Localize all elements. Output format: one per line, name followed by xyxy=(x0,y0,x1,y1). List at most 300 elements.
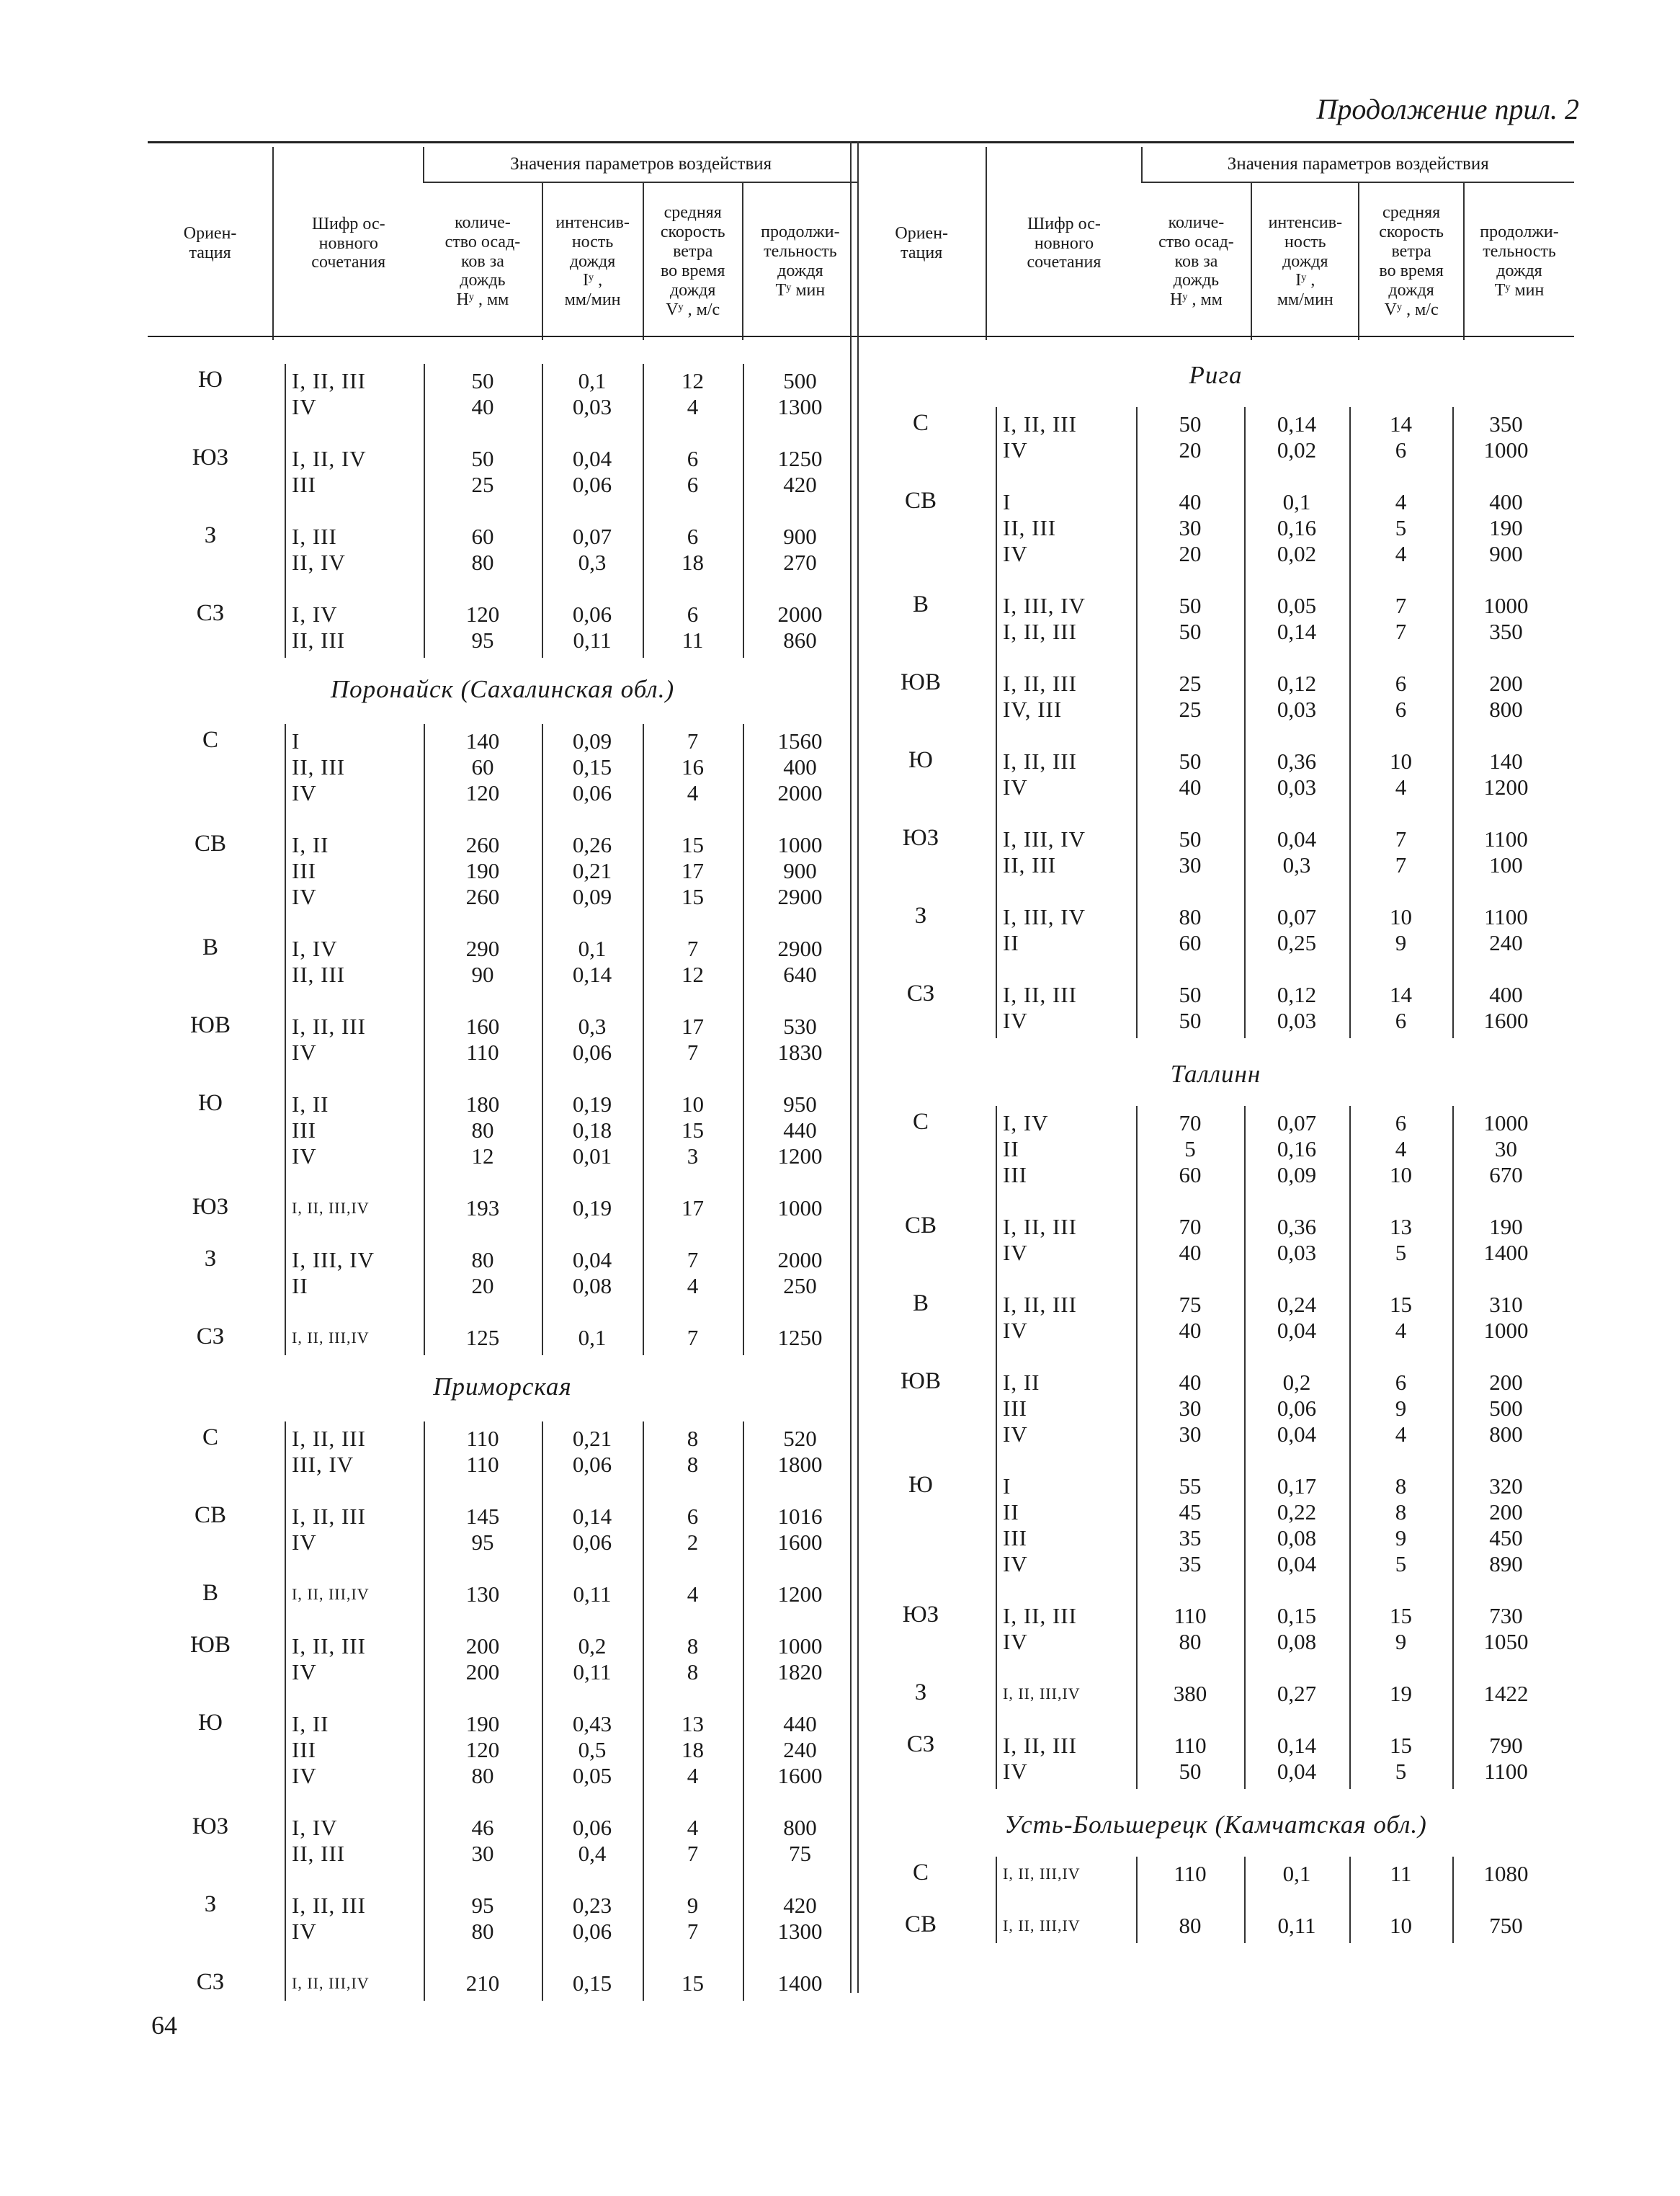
combination-code-cell: I, II, III xyxy=(292,1633,366,1659)
precipitation-amount-cell: 50 xyxy=(1179,1759,1202,1784)
rain-duration-cell: 30 xyxy=(1495,1136,1517,1161)
precipitation-amount-cell: 290 xyxy=(465,936,500,961)
combination-code-cell: I, II xyxy=(292,1711,329,1736)
table-row xyxy=(148,1737,857,1763)
wind-speed-cell: 9 xyxy=(1395,930,1407,955)
rain-intensity-cell: 0,16 xyxy=(1277,1136,1317,1161)
rain-duration-cell: 1250 xyxy=(777,446,823,471)
combination-code-cell: IV xyxy=(1003,541,1028,566)
rain-duration-cell: 440 xyxy=(783,1711,817,1736)
wind-speed-cell: 13 xyxy=(682,1711,704,1736)
rain-intensity-cell: 0,21 xyxy=(572,1426,612,1451)
wind-speed-cell: 12 xyxy=(682,368,704,393)
rain-intensity-cell: 0,07 xyxy=(1277,1110,1317,1135)
wind-speed-cell: 7 xyxy=(687,1325,699,1350)
combination-code-cell: I, II, III xyxy=(1003,1214,1077,1239)
column-rule xyxy=(996,407,997,1038)
orientation-cell: ЮВ xyxy=(190,1012,231,1038)
table-row xyxy=(148,1659,857,1685)
wind-speed-cell: 4 xyxy=(1395,489,1407,514)
table-row xyxy=(148,446,857,472)
table-row xyxy=(857,1733,1574,1759)
combination-code-cell: I, IV xyxy=(292,1815,338,1840)
precipitation-amount-cell: 80 xyxy=(471,1919,494,1944)
table-row xyxy=(148,1970,857,1996)
table-row xyxy=(857,1162,1574,1188)
combination-code-cell: IV xyxy=(292,1763,317,1788)
rain-intensity-cell: 0,1 xyxy=(1282,1861,1311,1886)
orientation-cell: С xyxy=(912,1860,929,1885)
rain-intensity-cell: 0,3 xyxy=(578,1014,607,1039)
rain-duration-cell: 670 xyxy=(1489,1162,1523,1187)
column-rule xyxy=(1452,1857,1454,1943)
orientation-cell: С xyxy=(202,727,218,753)
rain-duration-cell: 1600 xyxy=(777,1763,823,1788)
combination-code-cell: IV xyxy=(292,1530,317,1555)
left-table xyxy=(148,141,857,1996)
table-row xyxy=(857,1499,1574,1525)
wind-speed-cell: 9 xyxy=(1395,1525,1407,1550)
table-row xyxy=(857,982,1574,1008)
rain-duration-cell: 800 xyxy=(1489,1421,1523,1447)
column-rule xyxy=(996,1106,997,1789)
column-rule xyxy=(1244,1106,1246,1789)
precipitation-amount-cell: 40 xyxy=(1179,489,1202,514)
rain-intensity-cell: 0,06 xyxy=(1277,1396,1317,1421)
header-wind-speed: средняя скорость ветра во время дождя Vʸ , м/с xyxy=(643,182,743,340)
wind-speed-cell: 10 xyxy=(1390,749,1412,774)
orientation-cell: СВ xyxy=(904,488,937,514)
table-row xyxy=(148,1040,857,1066)
precipitation-amount-cell: 125 xyxy=(465,1325,500,1350)
precipitation-amount-cell: 40 xyxy=(1179,1370,1202,1395)
wind-speed-cell: 8 xyxy=(687,1659,699,1684)
wind-speed-cell: 7 xyxy=(1395,826,1407,852)
precipitation-amount-cell: 60 xyxy=(1179,1162,1202,1187)
combination-code-cell: II, III xyxy=(292,628,346,653)
rain-intensity-cell: 0,15 xyxy=(1277,1603,1317,1628)
precipitation-amount-cell: 80 xyxy=(1179,904,1202,929)
orientation-cell: СЗ xyxy=(906,1731,935,1757)
table-row xyxy=(857,1214,1574,1240)
rain-duration-cell: 1600 xyxy=(1483,1008,1529,1033)
header-precipitation-amount: количе- ство осад- ков за дождь Hʸ , мм xyxy=(444,213,521,310)
combination-code-cell: II, III xyxy=(1003,852,1057,878)
column-rule xyxy=(1452,1106,1454,1789)
wind-speed-cell: 13 xyxy=(1390,1214,1412,1239)
rain-duration-cell: 250 xyxy=(783,1273,817,1298)
precipitation-amount-cell: 95 xyxy=(471,628,494,653)
combination-code-cell: I, IV xyxy=(292,936,338,961)
table-row xyxy=(148,1504,857,1530)
precipitation-amount-cell: 40 xyxy=(1179,1318,1202,1343)
combination-code-cell: II, III xyxy=(1003,515,1057,540)
precipitation-amount-cell: 30 xyxy=(1179,1396,1202,1421)
rain-duration-cell: 1200 xyxy=(777,1143,823,1169)
combination-code-cell: IV xyxy=(292,780,317,805)
combination-code-cell: I, II, III xyxy=(292,1014,366,1039)
precipitation-amount-cell: 80 xyxy=(471,1117,494,1143)
precipitation-amount-cell: 140 xyxy=(465,728,500,754)
rain-intensity-cell: 0,2 xyxy=(578,1633,607,1659)
table-row xyxy=(857,852,1574,878)
rain-intensity-cell: 0,01 xyxy=(572,1143,612,1169)
orientation-cell: ЮЗ xyxy=(902,825,939,851)
wind-speed-cell: 11 xyxy=(1390,1861,1412,1886)
precipitation-amount-cell: 50 xyxy=(471,446,494,471)
header-rain-intensity: интенсив- ность дождя Iʸ , мм/мин xyxy=(1251,182,1359,340)
precipitation-amount-cell: 110 xyxy=(1174,1861,1207,1886)
table-row xyxy=(148,780,857,806)
precipitation-amount-cell: 35 xyxy=(1179,1551,1202,1576)
header-group-title: Значения параметров воздействия xyxy=(424,147,857,182)
table-row xyxy=(857,749,1574,775)
rain-intensity-cell: 0,09 xyxy=(572,728,612,754)
column-rule xyxy=(1136,407,1138,1038)
combination-code-cell: II xyxy=(1003,1499,1019,1525)
precipitation-amount-cell: 30 xyxy=(1179,852,1202,878)
precipitation-amount-cell: 50 xyxy=(1179,749,1202,774)
city-heading: Усть-Большерецк (Камчатская обл.) xyxy=(1004,1811,1427,1839)
city-heading: Рига xyxy=(1189,361,1243,389)
rain-duration-cell: 400 xyxy=(783,754,817,780)
column-rule xyxy=(1244,407,1246,1038)
rain-intensity-cell: 0,18 xyxy=(572,1117,612,1143)
rain-intensity-cell: 0,12 xyxy=(1277,671,1317,696)
wind-speed-cell: 7 xyxy=(687,1040,699,1065)
rain-intensity-cell: 0,05 xyxy=(572,1763,612,1788)
rain-duration-cell: 400 xyxy=(1489,489,1523,514)
combination-code-cell: II xyxy=(1003,930,1019,955)
rain-intensity-cell: 0,1 xyxy=(578,1325,607,1350)
precipitation-amount-cell: 120 xyxy=(465,602,500,627)
rain-duration-cell: 2000 xyxy=(777,602,823,627)
table-row xyxy=(857,697,1574,723)
rain-duration-cell: 1300 xyxy=(777,394,823,419)
column-rule xyxy=(1136,1106,1138,1789)
orientation-cell: З xyxy=(914,903,927,929)
precipitation-amount-cell: 25 xyxy=(1179,671,1202,696)
combination-code-cell: I, II, III,IV xyxy=(1003,1865,1081,1883)
rain-duration-cell: 1800 xyxy=(777,1452,823,1477)
rain-duration-cell: 350 xyxy=(1489,619,1523,644)
orientation-cell: СЗ xyxy=(906,981,935,1007)
orientation-cell: С xyxy=(912,410,929,436)
rain-duration-cell: 2000 xyxy=(777,1247,823,1272)
precipitation-amount-cell: 55 xyxy=(1179,1473,1202,1499)
orientation-cell: В xyxy=(912,592,929,617)
rain-intensity-cell: 0,14 xyxy=(1277,619,1317,644)
rain-intensity-cell: 0,04 xyxy=(572,446,612,471)
combination-code-cell: IV xyxy=(1003,1318,1028,1343)
combination-code-cell: IV xyxy=(292,394,317,419)
rain-intensity-cell: 0,11 xyxy=(573,1659,612,1684)
precipitation-amount-cell: 50 xyxy=(1179,826,1202,852)
header-rain-intensity: интенсив- ность дождя Iʸ , мм/мин xyxy=(542,182,643,340)
precipitation-amount-cell: 20 xyxy=(471,1273,494,1298)
combination-code-cell: IV xyxy=(1003,1759,1028,1784)
combination-code-cell: I, III, IV xyxy=(1003,593,1086,618)
rain-intensity-cell: 0,25 xyxy=(1277,930,1317,955)
orientation-cell: СЗ xyxy=(196,1969,225,1995)
rain-duration-cell: 500 xyxy=(1489,1396,1523,1421)
table-row xyxy=(148,472,857,498)
wind-speed-cell: 8 xyxy=(687,1426,699,1451)
combination-code-cell: III xyxy=(1003,1396,1027,1421)
rain-intensity-cell: 0,06 xyxy=(572,472,612,497)
rain-duration-cell: 1000 xyxy=(1483,1110,1529,1135)
orientation-cell: В xyxy=(202,1580,218,1606)
wind-speed-cell: 15 xyxy=(682,1970,704,1996)
rain-duration-cell: 2000 xyxy=(777,780,823,805)
precipitation-amount-cell: 75 xyxy=(1179,1292,1202,1317)
wind-speed-cell: 7 xyxy=(687,1247,699,1272)
wind-speed-cell: 7 xyxy=(687,1841,699,1866)
table-row xyxy=(148,628,857,653)
combination-code-cell: IV xyxy=(1003,1421,1028,1447)
wind-speed-cell: 4 xyxy=(1395,1318,1407,1343)
precipitation-amount-cell: 80 xyxy=(471,550,494,575)
wind-speed-cell: 9 xyxy=(687,1893,699,1918)
combination-code-cell: II, III xyxy=(292,1841,346,1866)
table-row xyxy=(148,1893,857,1919)
wind-speed-cell: 6 xyxy=(687,446,699,471)
precipitation-amount-cell: 40 xyxy=(1179,1240,1202,1265)
orientation-cell: С xyxy=(202,1424,218,1450)
rain-duration-cell: 530 xyxy=(783,1014,817,1039)
table-row xyxy=(148,1117,857,1143)
table-row xyxy=(148,884,857,910)
column-separator xyxy=(850,141,859,1993)
wind-speed-cell: 17 xyxy=(682,1014,704,1039)
rain-intensity-cell: 0,09 xyxy=(1277,1162,1317,1187)
precipitation-amount-cell: 95 xyxy=(471,1530,494,1555)
table-row xyxy=(148,368,857,394)
column-rule xyxy=(1136,1857,1138,1943)
table-row xyxy=(857,1913,1574,1939)
table-row xyxy=(148,728,857,754)
rain-duration-cell: 500 xyxy=(783,368,817,393)
rain-intensity-cell: 0,06 xyxy=(572,1919,612,1944)
table-row xyxy=(148,1763,857,1789)
precipitation-amount-cell: 180 xyxy=(465,1092,500,1117)
table-row xyxy=(857,930,1574,956)
wind-speed-cell: 7 xyxy=(1395,619,1407,644)
rain-intensity-cell: 0,08 xyxy=(1277,1525,1317,1550)
wind-speed-cell: 11 xyxy=(682,628,704,653)
combination-code-cell: I xyxy=(292,728,300,754)
table-row xyxy=(148,1195,857,1221)
table-row xyxy=(857,904,1574,930)
rain-intensity-cell: 0,14 xyxy=(572,962,612,987)
table-row xyxy=(148,858,857,884)
table-row xyxy=(148,1815,857,1841)
orientation-cell: Ю xyxy=(198,1090,223,1116)
precipitation-amount-cell: 380 xyxy=(1173,1681,1207,1706)
rain-duration-cell: 1100 xyxy=(1484,904,1528,929)
combination-code-cell: I xyxy=(1003,1473,1011,1499)
rain-intensity-cell: 0,23 xyxy=(572,1893,612,1918)
orientation-cell: Ю xyxy=(908,747,933,773)
rain-intensity-cell: 0,04 xyxy=(1277,826,1317,852)
rain-duration-cell: 1200 xyxy=(777,1581,823,1607)
rain-duration-cell: 730 xyxy=(1489,1603,1523,1628)
rain-duration-cell: 750 xyxy=(1489,1913,1523,1938)
rain-intensity-cell: 0,27 xyxy=(1277,1681,1317,1706)
combination-code-cell: I, III, IV xyxy=(1003,904,1086,929)
rain-intensity-cell: 0,04 xyxy=(1277,1421,1317,1447)
rain-duration-cell: 1050 xyxy=(1483,1629,1529,1654)
precipitation-amount-cell: 160 xyxy=(465,1014,500,1039)
wind-speed-cell: 4 xyxy=(687,1815,699,1840)
table-row xyxy=(148,394,857,420)
table-row xyxy=(148,524,857,550)
orientation-cell: ЮВ xyxy=(901,1368,941,1394)
wind-speed-cell: 15 xyxy=(1390,1603,1412,1628)
page-number: 64 xyxy=(151,2011,177,2040)
wind-speed-cell: 19 xyxy=(1390,1681,1412,1706)
precipitation-amount-cell: 120 xyxy=(465,780,500,805)
precipitation-amount-cell: 80 xyxy=(1179,1629,1202,1654)
rain-intensity-cell: 0,2 xyxy=(1282,1370,1311,1395)
rain-intensity-cell: 0,06 xyxy=(572,1452,612,1477)
table-row xyxy=(148,962,857,988)
precipitation-amount-cell: 193 xyxy=(465,1195,500,1220)
orientation-cell: ЮЗ xyxy=(902,1602,939,1628)
precipitation-amount-cell: 110 xyxy=(1174,1733,1207,1758)
rain-duration-cell: 1400 xyxy=(1483,1240,1529,1265)
rain-duration-cell: 1830 xyxy=(777,1040,823,1065)
rain-duration-cell: 800 xyxy=(1489,697,1523,722)
combination-code-cell: I, II xyxy=(292,832,329,857)
combination-code-cell: I, II, III xyxy=(1003,1292,1077,1317)
continuation-label: Продолжение прил. 2 xyxy=(1316,93,1579,125)
rain-intensity-cell: 0,24 xyxy=(1277,1292,1317,1317)
wind-speed-cell: 4 xyxy=(687,1763,699,1788)
header-bottom-rule xyxy=(148,336,857,337)
combination-code-cell: III xyxy=(292,1737,316,1762)
orientation-cell: Ю xyxy=(198,1710,223,1736)
column-rule xyxy=(743,724,744,1355)
wind-speed-cell: 7 xyxy=(687,1919,699,1944)
table-row xyxy=(857,671,1574,697)
rain-duration-cell: 1400 xyxy=(777,1970,823,1996)
column-rule xyxy=(643,724,644,1355)
column-rule xyxy=(285,724,286,1355)
table-row xyxy=(148,1273,857,1299)
rain-duration-cell: 190 xyxy=(1489,515,1523,540)
rain-intensity-cell: 0,04 xyxy=(1277,1318,1317,1343)
rain-intensity-cell: 0,07 xyxy=(572,524,612,549)
precipitation-amount-cell: 190 xyxy=(465,1711,500,1736)
rain-duration-cell: 1100 xyxy=(1484,1759,1528,1784)
wind-speed-cell: 15 xyxy=(682,884,704,909)
rain-intensity-cell: 0,22 xyxy=(1277,1499,1317,1525)
rain-intensity-cell: 0,3 xyxy=(1282,852,1311,878)
table-row xyxy=(148,1426,857,1452)
rain-intensity-cell: 0,11 xyxy=(573,628,612,653)
orientation-cell: СЗ xyxy=(196,600,225,626)
rain-duration-cell: 140 xyxy=(1489,749,1523,774)
orientation-cell: СЗ xyxy=(196,1324,225,1349)
header-rain-duration: продолжи- тельность дождя Tʸ мин xyxy=(1464,182,1574,340)
rain-duration-cell: 1000 xyxy=(777,1633,823,1659)
table-row xyxy=(148,1143,857,1169)
precipitation-amount-cell: 90 xyxy=(471,962,494,987)
table-row xyxy=(148,1014,857,1040)
table-row xyxy=(857,1861,1574,1887)
orientation-cell: В xyxy=(202,934,218,960)
wind-speed-cell: 7 xyxy=(1395,852,1407,878)
rain-duration-cell: 420 xyxy=(783,1893,817,1918)
wind-speed-cell: 10 xyxy=(1390,1162,1412,1187)
wind-speed-cell: 2 xyxy=(687,1530,699,1555)
combination-code-cell: I xyxy=(1003,489,1011,514)
rain-intensity-cell: 0,19 xyxy=(572,1195,612,1220)
combination-code-cell: II, IV xyxy=(292,550,346,575)
table-header xyxy=(148,147,857,340)
precipitation-amount-cell: 46 xyxy=(471,1815,494,1840)
precipitation-amount-cell: 50 xyxy=(1179,593,1202,618)
header-wind-speed: средняя скорость ветра во время дождя Vʸ , м/с xyxy=(1359,182,1464,340)
precipitation-amount-cell: 50 xyxy=(1179,411,1202,437)
combination-code-cell: III, IV xyxy=(292,1452,354,1477)
table-row xyxy=(857,515,1574,541)
rain-intensity-cell: 0,26 xyxy=(572,832,612,857)
wind-speed-cell: 7 xyxy=(687,936,699,961)
precipitation-amount-cell: 60 xyxy=(1179,930,1202,955)
table-row xyxy=(857,1421,1574,1447)
rain-intensity-cell: 0,06 xyxy=(572,602,612,627)
precipitation-amount-cell: 200 xyxy=(465,1633,500,1659)
rain-duration-cell: 890 xyxy=(1489,1551,1523,1576)
precipitation-amount-cell: 30 xyxy=(1179,1421,1202,1447)
table-row xyxy=(148,832,857,858)
column-rule xyxy=(643,364,644,658)
precipitation-amount-cell: 145 xyxy=(465,1504,500,1529)
rain-duration-cell: 190 xyxy=(1489,1214,1523,1239)
rain-duration-cell: 950 xyxy=(783,1092,817,1117)
rain-duration-cell: 2900 xyxy=(777,936,823,961)
rain-intensity-cell: 0,04 xyxy=(1277,1759,1317,1784)
table-row xyxy=(148,1325,857,1351)
precipitation-amount-cell: 210 xyxy=(465,1970,500,1996)
rain-intensity-cell: 0,09 xyxy=(572,884,612,909)
rain-intensity-cell: 0,14 xyxy=(1277,411,1317,437)
table-row xyxy=(148,1452,857,1478)
combination-code-cell: II, III xyxy=(292,962,346,987)
precipitation-amount-cell: 260 xyxy=(465,884,500,909)
wind-speed-cell: 8 xyxy=(1395,1499,1407,1525)
table-row xyxy=(857,619,1574,645)
combination-code-cell: I, II, III,IV xyxy=(292,1974,370,1992)
table-row xyxy=(857,1473,1574,1499)
wind-speed-cell: 14 xyxy=(1390,411,1412,437)
rain-duration-cell: 1422 xyxy=(1483,1681,1529,1706)
orientation-cell: З xyxy=(914,1679,927,1705)
precipitation-amount-cell: 50 xyxy=(1179,619,1202,644)
rain-intensity-cell: 0,1 xyxy=(578,368,607,393)
rain-duration-cell: 1560 xyxy=(777,728,823,754)
wind-speed-cell: 12 xyxy=(682,962,704,987)
rain-intensity-cell: 0,04 xyxy=(1277,1551,1317,1576)
combination-code-cell: IV xyxy=(1003,1008,1028,1033)
wind-speed-cell: 4 xyxy=(1395,1136,1407,1161)
rain-duration-cell: 1000 xyxy=(1483,593,1529,618)
precipitation-amount-cell: 70 xyxy=(1179,1214,1202,1239)
rain-intensity-cell: 0,04 xyxy=(572,1247,612,1272)
rain-duration-cell: 75 xyxy=(789,1841,811,1866)
